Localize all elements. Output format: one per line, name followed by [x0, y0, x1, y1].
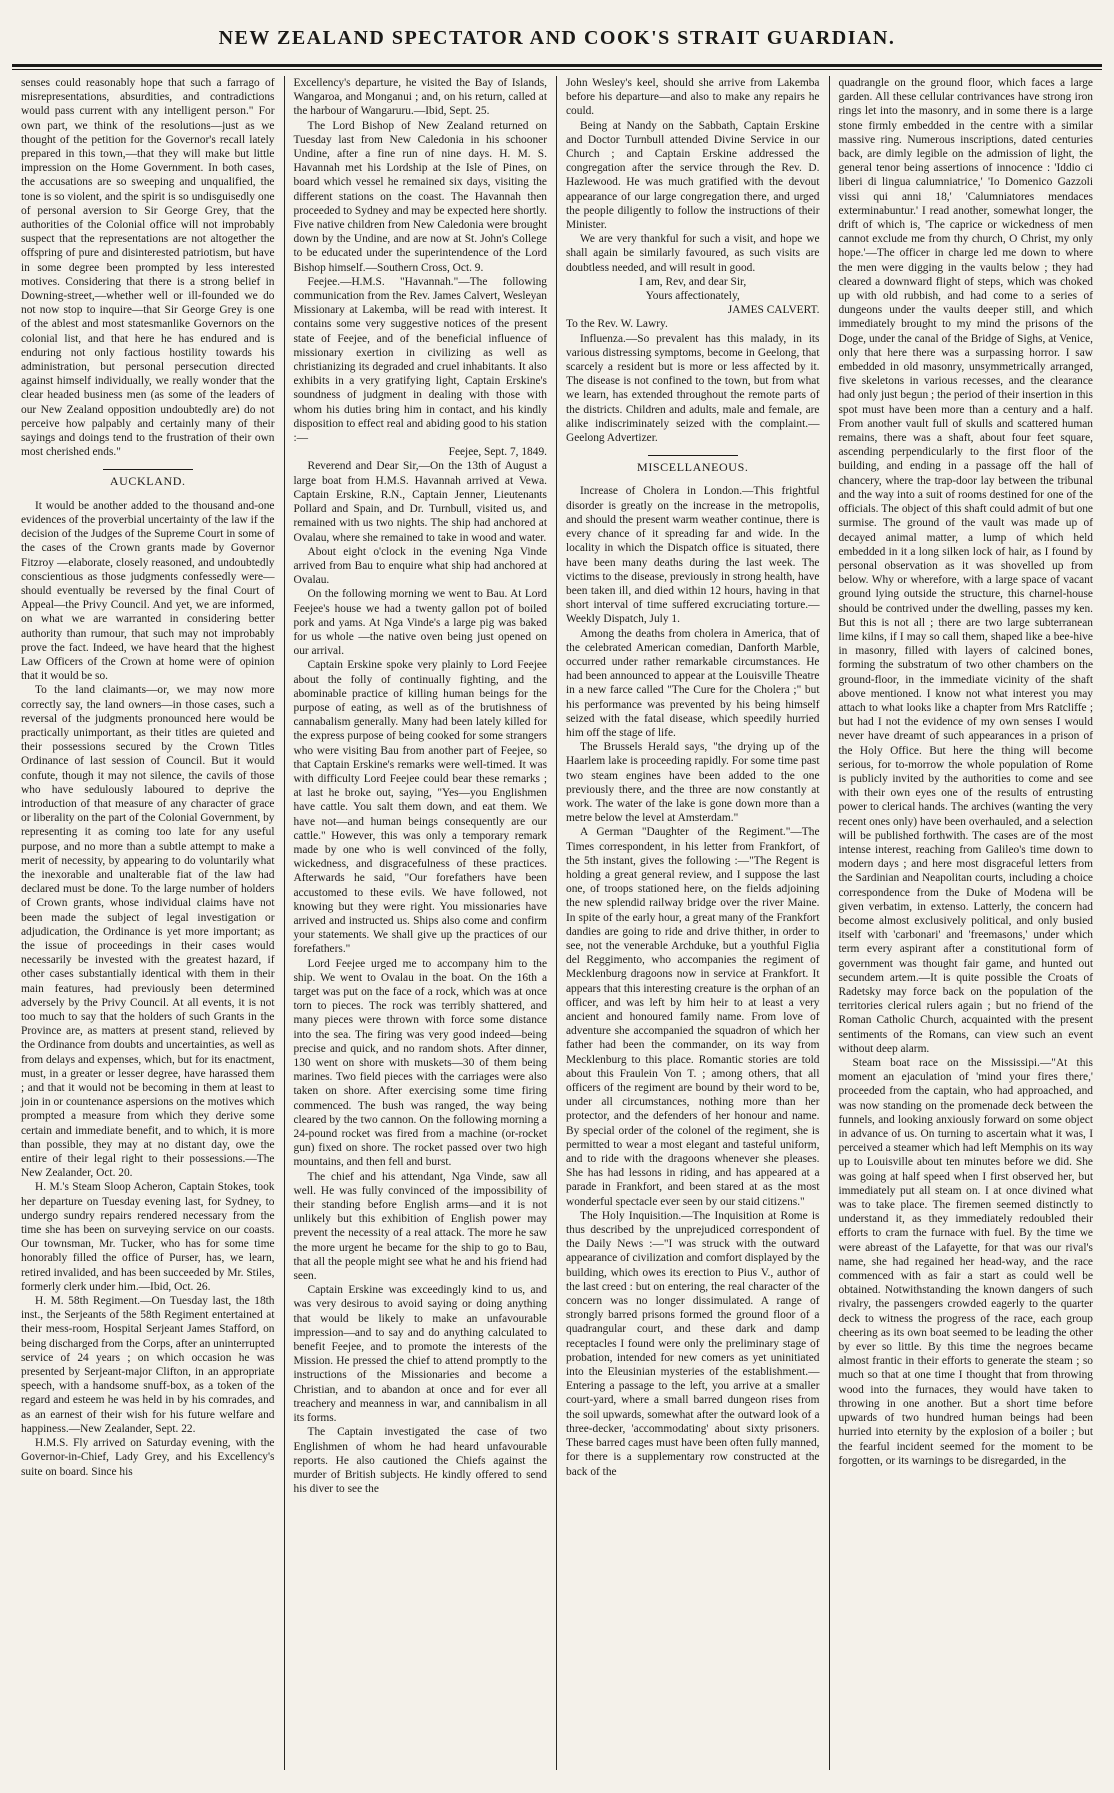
article-paragraph: Lord Feejee urged me to accompany him to the ship. We went to Ovalau in the boat. On the 16th a target was put on the face of a rock, which was at once torn to pieces. The rock was terribly shattered, and many pieces were thrown with force some distance into the sea. The firing was very good indeed—being precise and quick, and no random shots. After dinner, 130 went on shore with muskets—30 of them being marines. Two field pieces with the carriages were also taken on shore. After exercising some time firing commenced. The bush was ranged, the way being cleared by the two cannon. On the following morning a 24-pound rocket was fired from a machine (or-rocket gun) fixed on shore. The rocket passed over two high mountains, and then fell and burst. [293, 957, 547, 1169]
article-paragraph: Being at Nandy on the Sabbath, Captain Erskine and Doctor Turnbull attended Divine Service in our Church ; and Captain Erskine addressed the congregation after the service through the Rev. D. Hazlewood. He was much gratified with the devout appearance of our large congregation there, and urged the people diligently to follow the instructions of their Minister. [566, 119, 820, 232]
article-paragraph: Excellency's departure, he visited the Bay of Islands, Wangaroa, and Monganui ; and, on his return, called at the harbour of Wangaruru.—Ibid, Sept. 25. [293, 77, 547, 118]
masthead-rule-thin [12, 69, 1102, 70]
article-paragraph: Captain Erskine spoke very plainly to Lord Feejee about the folly of continually fighting, and the abominable practice of killing human beings for the purpose of eating, as well as of the brutishness of cannabalism generally. Many had been lately killed for the express purpose of being cooked for some strangers who were visiting Bau from another part of Feejee, so that Captain Erskine's remarks were well-timed. It was with difficulty Lord Feejee could bear these remarks ; at last he broke out, saying, "Yes—you Englishmen have cattle. You salt them down, and eat them. We have not—and human beings consequently are our cattle." However, this was only a temporary remark made by one who is well convinced of the folly, wickedness, and disgracefulness of these practices. Afterwards he said, "Our forefathers have been accustomed to these evils. We have followed, not knowing but they were right. You missionaries have arrived and instructed us. Ships also come and confirm your statements. We shall give up the practices of our forefathers." [293, 659, 547, 956]
letter-closing: I am, Rev, and dear Sir, [639, 275, 747, 288]
article-paragraph: The Brussels Herald says, "the drying up of the Haarlem lake is proceeding rapidly. For some time past two steam engines have been added to the one previously there, and the three are now constantly at work. The water of the lake is gone down more than a metre below the level at Amsterdam." [566, 741, 820, 825]
column-2 [285, 76, 558, 1770]
masthead-rule-thick [12, 64, 1102, 67]
letter-dateline: Feejee, Sept. 7, 1849. [448, 446, 547, 459]
article-paragraph: The chief and his attendant, Nga Vinde, saw all well. He was fully convinced of the impossibility of their standing before English arms—and it is not unlikely but this exhibition of English power may prevent the necessity of a real attack. The more he saw the more urgent he became for the ship to go to Bau, that all the people might see what he and his friend had seen. [293, 1170, 547, 1283]
article-paragraph: Captain Erskine was exceedingly kind to us, and was very desirous to avoid saying or doing anything that would be likely to make an unfavourable impression—and to say and do anything calculated to benefit Feejee, and to promote the interests of the Mission. He pressed the chief to attend promptly to the instructions of the Missionaries and become a Christian, and to abandon at once and for ever all treachery and meanness in war, and cannibalism in all its forms. [293, 1284, 547, 1425]
section-title: AUCKLAND. [109, 474, 186, 489]
article-paragraph: H.M.S. Fly arrived on Saturday evening, with the Governor-in-Chief, Lady Grey, and his Excellency's suite on board. Since his [21, 1437, 275, 1478]
column-4 [830, 76, 1103, 1770]
column-3 [557, 76, 830, 1770]
article-paragraph: H. M.'s Steam Sloop Acheron, Captain Stokes, took her departure on Tuesday evening last, for Sydney, to undergo sundry repairs rendered necessary from the time she has been on surveying service on our coasts. Our townsman, Mr. Tucker, who has for some time honorably filled the office of Purser, has, we learn, retired invalided, and has been succeeded by Mr. Stiles, formerly clerk under him.—Ibid, Oct. 26. [21, 1181, 275, 1293]
letter-closing: Yours affectionately, [645, 290, 740, 303]
section-heading-miscellaneous [566, 455, 820, 474]
article-paragraph: Increase of Cholera in London.—This frightful disorder is greatly on the increase in the metropolis, and should the present warm weather continue, there is every chance of it spreading far and wide. In the locality in which the Dispatch office is situated, there have been many deaths during the last week. The victims to the disease, previously in strong health, have been taken ill, and died within 12 hours, having in that short interval of time suffered excruciating torture.—Weekly Dispatch, July 1. [566, 485, 820, 626]
article-paragraph: To the land claimants—or, we may now more correctly say, the land owners—in those cases, such a reversal of the judgments pronounced here would be practically unimportant, as their titles are quieted and their possessions secured by the Crown Titles Ordinance of last session of Council. But it would confute, though it may not silence, the cavils of those who have sedulously laboured to deprive the introduction of that measure of any character of grace or liberality on the part of the Colonial Government, by representing it as coming too late for any useful purpose, and no more than a subtle attempt to make a merit of necessity, by appearing to do voluntarily what the inexorable and unalterable fiat of the law had declared must be done. To the large number of holders of Crown grants, whose individual claims have not been made the subject of legal investigation or adjudication, the Ordinance is yet more important; as the issue of proceedings in their cases would necessarily be invested with the greatest hazard, if other cases substantially identical with them in their main features, had previously been determined adversely by the Privy Council. At all events, it is not too much to say that the holders of such Grants in the Province are, as matters at present stand, relieved by the Ordinance from doubts and uncertainties, as well as from delays and expenses, which, but for its enactment, must, in a greater or lesser degree, have harassed them ; and that it would not be becoming in them at least to join in or countenance aspersions on the motives which prompted a measure from which they derive some certain and immediate benefit, and to which, it is more than possible, they may at no distant day, owe the entire of their legal right to their possessions.—The New Zealander, Oct. 20. [21, 684, 275, 1180]
article-paragraph: Among the deaths from cholera in America, that of the celebrated American comedian, Danforth Marble, occurred under rather remarkable circumstances. He had been announced to appear at the Louisville Theatre in a new farce called "The Cure for the Cholera ;" but his performance was prevented by his being himself seized with the fatal disease, which speedily hurried him off the stage of life. [566, 627, 820, 739]
article-paragraph: The Holy Inquisition.—The Inquisition at Rome is thus described by the unprejudiced correspondent of the Daily News :—"I was struck with the outward appearance of civilization and comfort displayed by the building, which owes its erection to Pius V., author of the last creed : but on entering, the real character of the concern was no longer dissimulated. A range of strongly barred prisons formed the ground floor of a quadrangular court, and these dark and damp receptacles I found were only the preliminary stage of probation, intended for new comers as yet uninitiated into the Eleusinian mysteries of the establishment.—Entering a passage to the left, you arrive at a smaller court-yard, where a small barred dungeon rises from the soil upwards, somewhat after the outward look of a three-decker, 'accommodating' about sixty prisoners. These barred cages must have been often fully manned, for there is a supplementary row constructed at the back of the [566, 1209, 820, 1478]
article-paragraph: Reverend and Dear Sir,—On the 13th of August a large boat from H.M.S. Havannah arrived at Vewa. Captain Erskine, R.N., Captain Jenner, Lieutenants Pollard and Spain, and Dr. Turnbull, visited us, and remained with us two nights. The ship had anchored at Ovalau, where she remained to take in wood and water. [293, 460, 547, 544]
article-paragraph: Steam boat race on the Mississipi.—"At this moment an ejaculation of 'mind your fires there,' proceeded from the captain, who had approached, and was now standing on the promenade deck between the funnels, and looking anxiously forward on some object in advance of us. On turning to ascertain what it was, I perceived a steamer which had left Memphis on its way up to Louisville about ten minutes before we did. She was going at half speed when I first observed her, but immediately put all steam on. I at once divined what was to take place. The firemen seemed distinctly to understand it, as they immediately redoubled their efforts to cram the furnace with fuel. By the time we were abreast of the Lafayette, for that was our rival's name, she had regained her head-way, and the race commenced with as fair a start as could well be obtained. Notwithstanding the known dangers of such rivalry, the passengers crowded eagerly to the quarter deck to witness the progress of the race, each group cheering as its own boat seemed to be leading the other by ever so little. By this time the negroes became almost frantic in their efforts to generate the steam ; so much so that at one time I thought that from throwing wood into the furnaces, they would have taken to throwing in one another. But a short time before upwards of two hundred human beings had been hurried into eternity by the explosion of a boiler ; but the fearful incident seemed for the moment to be forgotten, or its warnings to be disregarded, in the [838, 1057, 1093, 1467]
article-paragraph: senses could reasonably hope that such a farrago of misrepresentations, absurdities, and contradictions would pass current with any intelligent person." For own part, we think of the resolutions—just as we thought of the petition for the Governor's recall lately prepared in this town,—that they will make but little impression on the Home Government. In both cases, the accusations are so sweeping and unqualified, the tone is so violent, and the spirit is so undisguisedly one of personal aversion to Sir George Grey, that the authorities of the Colonial office will not improbably suspect that the representations are not altogether the offspring of pure and disinterested patriotism, but have in some degree been prompted by less interested motives. Considering that there is a strong belief in Downing-street,—whether well or ill-founded we do not now stop to inquire—that Sir George Grey is one of the ablest and most statesmanlike Governors on the colonial list, and that here he has endured and is enduring not only factious hostility towards his administration, but personal persecution directed against himself individually, we really wonder that the clear headed business men (as some of the leaders of our New Zealand opposition undoubtedly are) do not perceive how palpably and certainly many of their sayings and doings tend to the frustration of their own most cherished ends." [21, 77, 275, 459]
article-paragraph: Feejee.—H.M.S. "Havannah."—The following communication from the Rev. James Calvert, Wesleyan Missionary at Lakemba, will be read with interest. It contains some very suggestive notices of the present state of Feejee, and of the beneficial influence of missionary exertion in civilizing as well as christianizing its degraded and cruel inhabitants. It also exhibits in a very gratifying light, Captain Erskine's soundness of judgment in dealing with those with whom his duties bring him in contact, and his kindly disposition to effect real and abiding good to his station :— [293, 275, 547, 445]
article-paragraph: It would be another added to the thousand and-one evidences of the proverbial uncertainty of the law if the decision of the Judges of the Supreme Court in some of the cases of the Crown grants made by Governor Fitzroy —elaborate, closely reasoned, and undoubtedly conscientious as those judgments confessedly were—should eventually be reversed by the final Court of Appeal—the Privy Council. And yet, we are informed, on what we are warranted in considering better authority than rumour, that such may not improbably prove the fact. Indeed, we have heard that the highest Law Officers of the Crown at home were of opinion that it would be so. [21, 499, 275, 683]
article-paragraph: Influenza.—So prevalent has this malady, in its various distressing symptoms, become in Geelong, that scarcely a resident but is more or less affected by it. The disease is not confined to the town, but from what we learn, has extended throughout the remote parts of the districts. Children and adults, male and female, are alike indiscriminately seized with the complaint.—Geelong Advertizer. [566, 332, 820, 445]
article-paragraph: The Lord Bishop of New Zealand returned on Tuesday last from New Caledonia in his schooner Undine, after a fine run of nine days. H. M. S. Havannah met his Lordship at the Isle of Pines, on board which vessel he remained six days, visiting the different stations on the coast. The Havannah then proceeded to Sydney and may be expected here shortly. Five native children from New Caledonia were brought down by the Undine, and are now at St. John's College to be educated under the superintendence of the Lord Bishop himself.—Southern Cross, Oct. 9. [293, 119, 547, 274]
article-paragraph: quadrangle on the ground floor, which faces a large garden. All these cellular contrivances have strong iron rings let into the masonry, and in some there is a large stone firmly embedded in the centre with a similar massive ring. Numerous inscriptions, dated centuries back, are dimly legible on the admission of light, the general tenor being assertions of innocence : 'Iddio ci liberi di lingua calumniatrice,' 'Io Domenico Gazzoli vissi qui anni 18,' 'Calumniatores mendaces exterminabuntur.' I read another, somewhat longer, the drift of which is, 'The caprice or wickedness of men cannot exclude me from thy church, O Christ, my only hope.'—The officer in charge led me down to where the men were digging in the vaults below ; they had cleared a downward flight of steps, which was choked up with old rubbish, and had come to a series of dungeons under the vaults deeper still, and which immediately brought to my mind the prisons of the Doge, under the canal of the Bridge of Sighs, at Venice, only that here there was a surpassing horror. I saw embedded in old masonry, unsymmetrically arranged, five skeletons in various recesses, and the clearance had only just begun ; the period of their insertion in this spot must have been more than a century and a half. From another vault full of skulls and scattered human remains, there was a shaft, about four feet square, ascending perpendicularly to the first floor of the building, and ending in a passage off the hall of chancery, where the trap-door lay between the tribunal and the way into a suit of rooms destined for one of the officials. The object of this shaft could admit of but one surmise. The ground of the vault was made up of decayed animal matter, a lump of which held embedded in it a long silken lock of hair, as I found by personal observation as it was shovelled up from below. Why or wherefore, with a large space of vacant ground lying outside the structure, this charnel-house should be contrived under the dwelling, passes my ken. But this is not all ; there are two large subterranean lime kilns, if I may so call them, shaped like a bee-hive in masonry, filled with layers of calcined bones, forming the substratum of two other chambers on the ground-floor, in the immediate vicinity of the shaft above mentioned. I know not what interest you may attach to what looks like a chapter from Mrs Ratcliffe ; but had I not the evidence of my own senses I would never have dreamt of such appearances in a prison of the Holy Office. But here the thing will become serious, for to-morrow the whole population of Rome is publicly invited by the authorities to come and see with their own eyes one of the results of entrusting power to clerical hands. The archives (wanting the very recent ones only) have been overhauled, and a selection will be published forthwith. The cases are of the most intense interest, reaching from Galileo's time down to modern days ; and here most disgraceful letters from the Sardinian and Neapolitan courts, including a choice correspondence from the Duke of Modena will be given verbatim, in extenso. Latterly, the concern had become almost exclusively political, and only busied itself with 'carbonari' and 'freemasons,' under which term every aspirant after a constitutional form of government was thought fair game, and hunted out secundem artem.—It is quite possible the Croats of Radetsky may force back on the population of the territories clerical rulers again ; but no friend of the Roman Catholic Church, acquainted with the present sentiments of the Romans, can view such an event without deep alarm. [838, 77, 1093, 1055]
letter-recipient: To the Rev. W. Lawry. [566, 318, 668, 331]
masthead: NEW ZEALAND SPECTATOR AND COOK'S STRAIT GUARDIAN. [218, 27, 896, 49]
section-rule [103, 469, 193, 470]
column-grid [12, 76, 1102, 1770]
article-paragraph: We are very thankful for such a visit, and hope we shall again be similarly favoured, as such visits are doubtless needed, and will result in good. [566, 233, 820, 274]
letter-signature: JAMES CALVERT. [727, 304, 820, 317]
article-paragraph: A German "Daughter of the Regiment."—The Times correspondent, in his letter from Frankfort, of the 5th instant, gives the following :—"The Regent is holding a great general review, and I suppose the last one, of troops stationed here, on the fields adjoining the new splendid railway bridge over the river Maine. In spite of the early hour, a great many of the Frankfort dandies are going to ride and drive thither, in order to see, not the venerable Archduke, but a youthful Figlia del Reggimento, who accompanies the regiment of Mecklenburg dragoons now in service at Frankfort. It appears that this interesting creature is the orphan of an officer, and was left by him heir to at least a very ancient and honoured family name. From love of adventure she accompanied the squadron of which her father had been the commander, on its way from Mecklenburg to this place. Romantic stories are told about this Fraulein Von T. ; among others, that all officers of the regiment are bound by their word to be, under all circumstances, nothing more than her protector, and the defenders of her honour and name. By special order of the colonel of the regiment, she is permitted to wear a most elegant and tasteful uniform, and to ride with the dragoons whenever she pleases. She has had lessons in riding, and has appeared at a parade in Frankfort, and been stared at as the most wonderful spectacle ever seen by our staid citizens." [566, 826, 820, 1208]
article-paragraph: H. M. 58th Regiment.—On Tuesday last, the 18th inst., the Serjeants of the 58th Regiment entertained at their mess-room, Hospital Serjeant James Stafford, on being discharged from the Corps, after an uninterrupted service of 24 years ; on which occasion he was presented by Serjeant-major Clifton, in an appropriate speech, with a handsome snuff-box, as a token of the regard and esteem he was held in by his comrades, and as an earnest of their wish for his future welfare and happiness.—New Zealander, Sept. 22. [21, 1295, 275, 1435]
article-paragraph: John Wesley's keel, should she arrive from Lakemba before his departure—and also to make any repairs he could. [566, 77, 820, 118]
article-paragraph: On the following morning we went to Bau. At Lord Feejee's house we had a twenty gallon pot of boiled pork and yams. At Nga Vinde's a large pig was baked for us whole —the native oven being just opened on our arrival. [293, 588, 547, 658]
column-1 [12, 76, 285, 1770]
section-title: MISCELLANEOUS. [637, 460, 749, 475]
section-heading-auckland [21, 469, 275, 488]
section-rule [648, 455, 738, 456]
article-paragraph: The Captain investigated the case of two Englishmen of whom he had heard unfavourable reports. He also cautioned the Chiefs against the murder of British subjects. He kindly offered to send his diver to see the [293, 1426, 547, 1496]
article-paragraph: About eight o'clock in the evening Nga Vinde arrived from Bau to enquire what ship had anchored at Ovalau. [293, 545, 547, 587]
